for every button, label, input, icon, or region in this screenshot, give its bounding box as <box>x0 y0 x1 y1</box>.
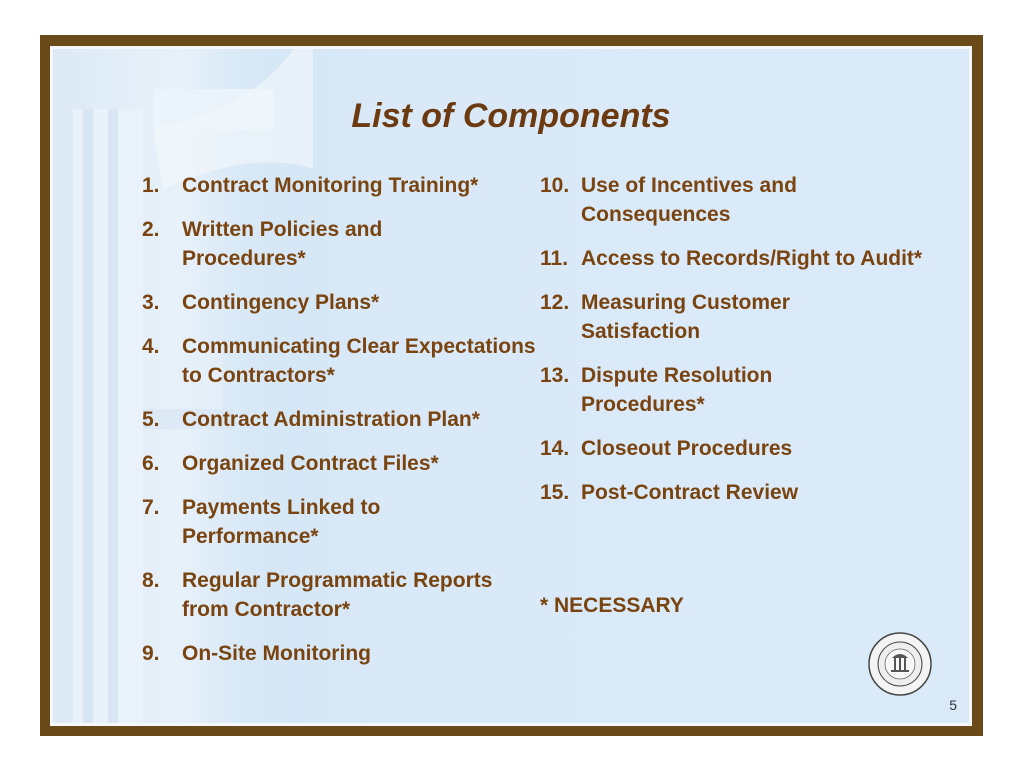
item-number: 13. <box>540 364 570 387</box>
list-item <box>142 449 542 478</box>
list-item <box>540 478 930 507</box>
item-number: 4. <box>142 335 160 358</box>
item-number: 8. <box>142 569 160 592</box>
item-text: Contract Monitoring Training* <box>182 174 479 197</box>
item-number: 14. <box>540 437 570 460</box>
list-item <box>142 405 542 434</box>
list-item <box>142 566 532 624</box>
item-number: 15. <box>540 481 570 504</box>
list-item <box>142 171 542 200</box>
item-text: Payments Linked to Performance* <box>182 496 381 548</box>
components-list-right <box>540 171 930 522</box>
item-text: Access to Records/Right to Audit* <box>581 247 923 270</box>
item-text: Dispute Resolution Procedures* <box>581 364 773 416</box>
necessary-footnote: * NECESSARY <box>540 594 684 617</box>
list-item <box>540 171 851 229</box>
item-number: 10. <box>540 174 570 197</box>
list-item <box>142 493 442 551</box>
components-list-left <box>142 171 542 683</box>
item-number: 11. <box>540 247 569 270</box>
list-item <box>142 215 442 273</box>
list-item <box>540 434 930 463</box>
item-number: 5. <box>142 408 160 431</box>
item-text: Organized Contract Files* <box>182 452 439 475</box>
list-item <box>540 361 821 419</box>
item-number: 9. <box>142 642 160 665</box>
item-text: Post-Contract Review <box>581 481 799 504</box>
item-text: Regular Programmatic Reports from Contractor* <box>182 569 493 621</box>
item-text: Written Policies and Procedures* <box>182 218 383 270</box>
department-seal-logo <box>868 632 932 696</box>
list-item <box>540 244 941 273</box>
slide-title: List of Components <box>351 97 671 135</box>
item-text: Contingency Plans* <box>182 291 380 314</box>
item-number: 3. <box>142 291 160 314</box>
list-item <box>142 288 542 317</box>
list-item <box>142 332 542 390</box>
item-number: 12. <box>540 291 570 314</box>
item-number: 1. <box>142 174 160 197</box>
item-text: On-Site Monitoring <box>182 642 371 665</box>
list-item <box>142 639 542 668</box>
slide <box>50 46 972 726</box>
item-text: Measuring Customer Satisfaction <box>581 291 790 343</box>
item-text: Use of Incentives and Consequences <box>581 174 797 226</box>
item-text: Contract Administration Plan* <box>182 408 480 431</box>
list-item <box>540 288 841 346</box>
item-number: 6. <box>142 452 160 475</box>
item-text: Communicating Clear Expectations to Contractors* <box>182 335 536 387</box>
item-number: 7. <box>142 496 160 519</box>
page-number: 5 <box>949 697 957 713</box>
item-text: Closeout Procedures <box>581 437 793 460</box>
item-number: 2. <box>142 218 160 241</box>
